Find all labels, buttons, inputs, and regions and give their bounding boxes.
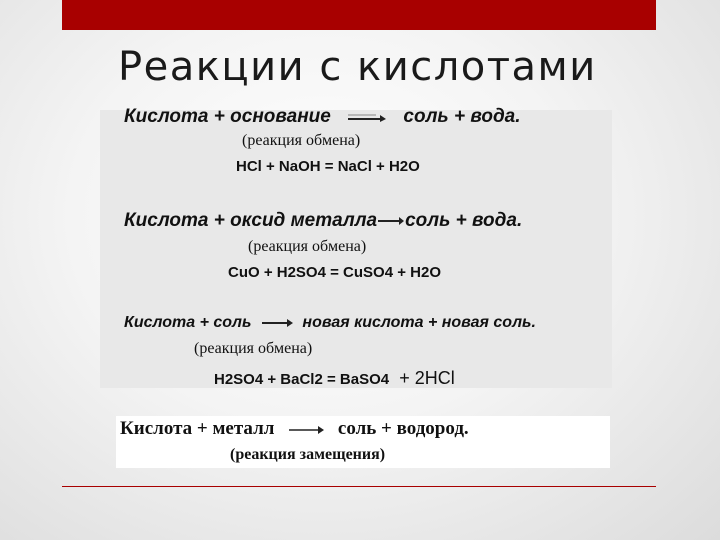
reaction-2-left: Кислота + оксид металла bbox=[124, 210, 378, 231]
reaction-4-right: соль + водород. bbox=[337, 418, 469, 439]
reaction-4-type: (реакция замещения) bbox=[230, 446, 386, 463]
bottom-divider bbox=[62, 486, 656, 487]
reaction-3-equation-right: + 2HCl bbox=[399, 368, 455, 388]
reaction-3-equation-left: H2SO4 + BaCl2 = BaSO4 bbox=[214, 371, 390, 388]
reaction-1-scheme bbox=[124, 106, 521, 128]
reaction-1-equation: HCl + NaOH = NaCl + H2O bbox=[236, 158, 420, 175]
reaction-2-scheme bbox=[124, 210, 522, 232]
reactions-panel bbox=[100, 106, 612, 388]
reaction-3-left: Кислота + соль bbox=[124, 314, 252, 331]
reaction-4-left: Кислота + металл bbox=[120, 418, 275, 439]
top-accent-bar bbox=[62, 0, 656, 30]
reaction-4-scheme bbox=[120, 418, 469, 440]
slide-title: Реакции с кислотами bbox=[118, 44, 597, 90]
reaction-2-type: (реакция обмена) bbox=[248, 238, 367, 255]
reaction-3-type: (реакция обмена) bbox=[194, 340, 313, 357]
reaction-1-type: (реакция обмена) bbox=[242, 132, 361, 149]
reaction-arrow-icon bbox=[287, 423, 325, 437]
reaction-2-right: соль + вода. bbox=[405, 210, 523, 231]
reaction-4-panel bbox=[116, 416, 610, 468]
reaction-arrow-icon bbox=[260, 316, 294, 330]
reaction-arrow-icon bbox=[346, 110, 388, 124]
reaction-1-right: соль + вода. bbox=[403, 106, 521, 127]
reaction-arrow-icon bbox=[377, 214, 405, 228]
reaction-2-equation: CuO + H2SO4 = CuSO4 + H2O bbox=[228, 264, 441, 281]
reaction-3-scheme bbox=[124, 314, 536, 332]
reaction-1-left: Кислота + основание bbox=[124, 106, 331, 127]
reaction-3-right: новая кислота + новая соль. bbox=[302, 314, 536, 331]
reaction-3-equation bbox=[214, 368, 455, 389]
